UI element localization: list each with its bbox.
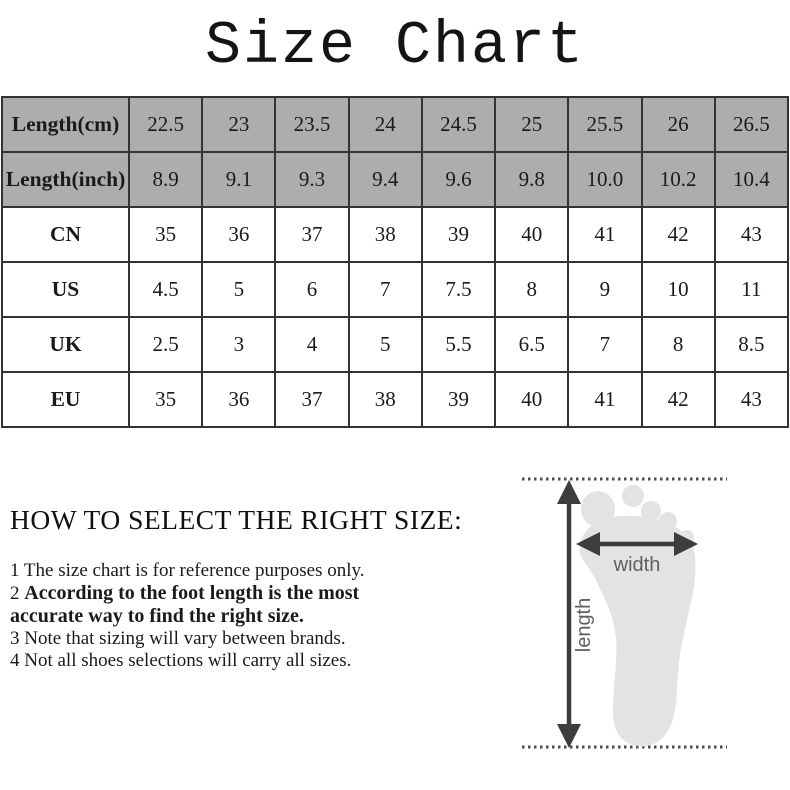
size-cell: 8.5 [715, 317, 788, 372]
size-cell: 10.0 [568, 152, 641, 207]
note-number: 3 [10, 628, 20, 649]
row-label: Length(inch) [2, 152, 129, 207]
howto-note [10, 560, 408, 582]
foot-measure-diagram [510, 460, 790, 760]
size-cell: 25 [495, 97, 568, 152]
size-cell: 3 [202, 317, 275, 372]
size-cell: 10.2 [642, 152, 715, 207]
note-number: 2 [10, 583, 20, 604]
table-row [2, 372, 788, 427]
size-cell: 42 [642, 207, 715, 262]
table-row [2, 97, 788, 152]
size-cell: 36 [202, 207, 275, 262]
size-cell: 42 [642, 372, 715, 427]
howto-note [10, 582, 408, 628]
size-chart-table [1, 96, 789, 428]
size-cell: 26.5 [715, 97, 788, 152]
size-cell: 8.9 [129, 152, 202, 207]
note-number: 1 [10, 560, 20, 581]
table-row [2, 262, 788, 317]
size-cell: 10.4 [715, 152, 788, 207]
size-cell: 5 [202, 262, 275, 317]
size-cell: 24.5 [422, 97, 495, 152]
howto-note [10, 650, 408, 672]
size-cell: 40 [495, 372, 568, 427]
width-label: width [613, 554, 661, 576]
size-cell: 39 [422, 372, 495, 427]
size-cell: 23.5 [275, 97, 348, 152]
howto-notes [10, 560, 408, 672]
row-label: Length(cm) [2, 97, 129, 152]
size-cell: 9.4 [349, 152, 422, 207]
size-cell: 9.1 [202, 152, 275, 207]
size-cell: 39 [422, 207, 495, 262]
size-cell: 26 [642, 97, 715, 152]
table-row [2, 207, 788, 262]
size-cell: 43 [715, 372, 788, 427]
size-cell: 37 [275, 207, 348, 262]
table-row [2, 317, 788, 372]
size-cell: 9.3 [275, 152, 348, 207]
row-label: EU [2, 372, 129, 427]
size-cell: 7 [568, 317, 641, 372]
size-cell: 23 [202, 97, 275, 152]
size-cell: 25.5 [568, 97, 641, 152]
size-cell: 4.5 [129, 262, 202, 317]
size-cell: 8 [642, 317, 715, 372]
size-cell: 6.5 [495, 317, 568, 372]
row-label: UK [2, 317, 129, 372]
size-cell: 41 [568, 372, 641, 427]
size-cell: 22.5 [129, 97, 202, 152]
howto-note [10, 628, 408, 650]
size-cell: 9 [568, 262, 641, 317]
size-cell: 8 [495, 262, 568, 317]
note-text: Note that sizing will vary between brands. [24, 628, 346, 649]
size-cell: 6 [275, 262, 348, 317]
size-cell: 37 [275, 372, 348, 427]
size-cell: 40 [495, 207, 568, 262]
size-cell: 11 [715, 262, 788, 317]
size-cell: 7 [349, 262, 422, 317]
size-cell: 41 [568, 207, 641, 262]
size-cell: 38 [349, 372, 422, 427]
howto-heading: HOW TO SELECT THE RIGHT SIZE: [10, 504, 463, 535]
row-label: CN [2, 207, 129, 262]
note-text: The size chart is for reference purposes only. [23, 560, 365, 581]
note-text: Not all shoes selections will carry all sizes. [24, 650, 352, 671]
size-cell: 5 [349, 317, 422, 372]
note-number: 4 [10, 650, 20, 671]
size-cell: 36 [202, 372, 275, 427]
size-cell: 4 [275, 317, 348, 372]
note-text: According to the foot length is the most accurate way to find the right size. [10, 582, 360, 627]
size-cell: 24 [349, 97, 422, 152]
size-cell: 9.6 [422, 152, 495, 207]
size-cell: 5.5 [422, 317, 495, 372]
table-row [2, 152, 788, 207]
size-table-body [2, 97, 788, 427]
foot-print-icon [580, 485, 696, 746]
length-label: length [573, 597, 595, 653]
size-cell: 10 [642, 262, 715, 317]
page-title: Size Chart [204, 13, 586, 81]
size-cell: 35 [129, 207, 202, 262]
size-cell: 2.5 [129, 317, 202, 372]
size-cell: 43 [715, 207, 788, 262]
size-cell: 7.5 [422, 262, 495, 317]
size-cell: 35 [129, 372, 202, 427]
size-cell: 38 [349, 207, 422, 262]
row-label: US [2, 262, 129, 317]
size-cell: 9.8 [495, 152, 568, 207]
